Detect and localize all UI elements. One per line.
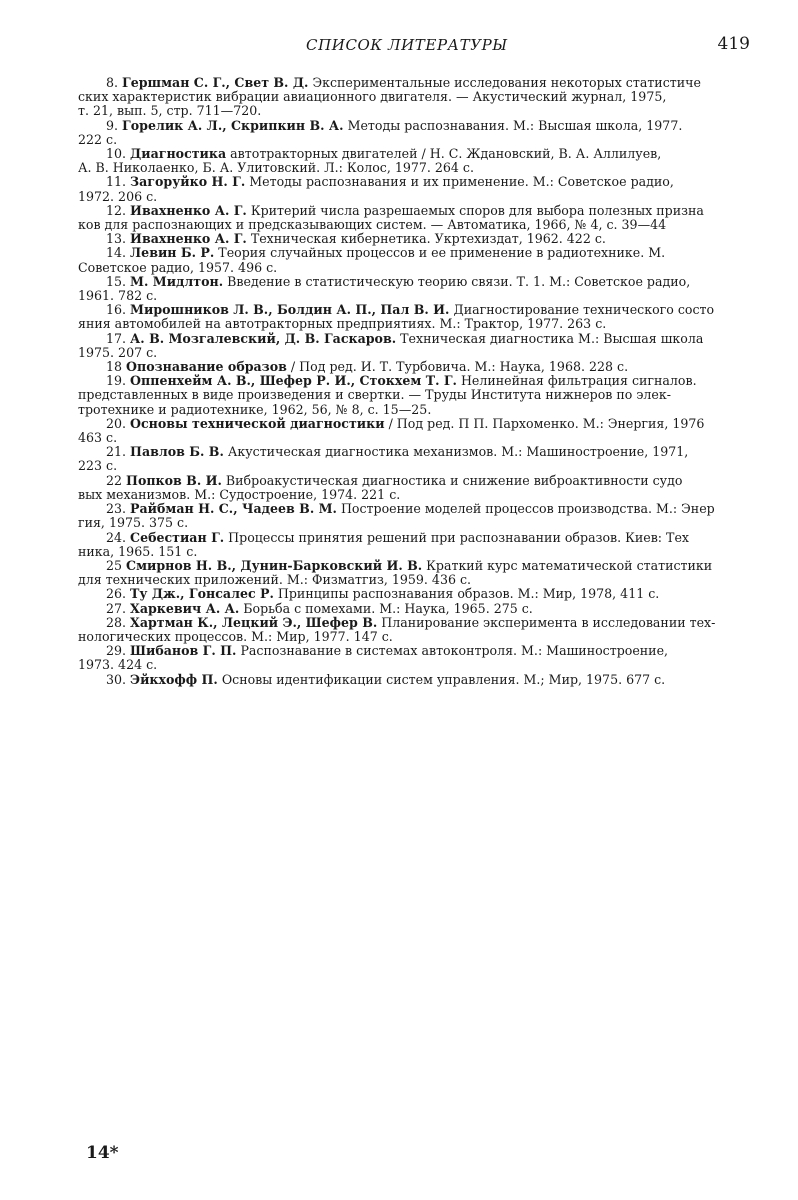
entry-text: Построение моделей процессов производства. М.: Энер гия, 1975. 375 с. — [78, 501, 715, 531]
entry-text: Планирование эксперимента в исследовании тех- нологических процессов. М.: Мир, 1977. 147 с. — [78, 614, 716, 644]
entry-author: Павлов Б. В. — [130, 444, 224, 460]
bibliography-entry — [78, 644, 742, 672]
bibliography-entry — [78, 587, 742, 601]
entry-author: Мирошников Л. В., Болдин А. П., Пал В. И. — [130, 302, 450, 318]
entry-text: Процессы принятия решений при распознавании образов. Киев: Тех ника, 1965. 151 с. — [78, 529, 690, 559]
bibliography-entry — [78, 474, 742, 502]
bibliography-entry — [78, 673, 742, 687]
entry-text: Борьба с помехами. М.: Наука, 1965. 275 с. — [243, 600, 533, 616]
bibliography-entry — [78, 559, 742, 587]
entry-number: 23. — [106, 501, 127, 517]
entry-number: 27. — [106, 600, 127, 616]
entry-number: 13. — [106, 231, 127, 247]
bibliography-entry — [78, 204, 742, 232]
bibliography-entry — [78, 602, 742, 616]
entry-number: 11. — [106, 174, 127, 190]
entry-number: 12. — [106, 202, 127, 218]
entry-author: Гершман С. Г., Свет В. Д. — [122, 75, 309, 90]
entry-author: Райбман Н. С., Чадеев В. М. — [130, 501, 337, 517]
entry-author: М. Мидлтон. — [130, 273, 224, 289]
entry-author: Горелик А. Л., Скрипкин В. А. — [122, 117, 344, 133]
entry-text: Техническая кибернетика. Укртехиздат, 1962. 422 с. — [250, 231, 606, 247]
bibliography-entry — [78, 531, 742, 559]
entry-number: 18 — [106, 359, 123, 375]
entry-author: Попков В. И. — [126, 472, 222, 488]
entry-author: Эйкхофф П. — [130, 671, 218, 687]
entry-text: Основы идентификации систем управления. М.; Мир, 1975. 677 с. — [221, 671, 666, 687]
entry-number: 10. — [106, 146, 127, 162]
bibliography-entry — [78, 246, 742, 274]
entry-number: 26. — [106, 586, 127, 602]
entry-text: / Под ред. И. Т. Турбовича. М.: Наука, 1968. 228 с. — [290, 359, 629, 375]
entry-text: Диагностирование технического состо яния автомобилей на автотракторных предприятиях. М.: Трактор, 1977. 263 с. — [78, 302, 715, 332]
entry-author: Оппенхейм А. В., Шефер Р. И., Стокхем Т. Г. — [130, 373, 457, 389]
entry-text: Критерий числа разрешаемых споров для выбора полезных призна ков для распознающих и предсказывающих систем. — Автоматика, 1966, № 4, с. 39—44 — [78, 202, 704, 233]
entry-text: Введение в статистическую теорию связи. Т. 1. М.: Советское радио, 1961. 782 с. — [78, 273, 691, 304]
bibliography-entry — [78, 417, 742, 445]
entry-author: Ту Дж., Гонсалес Р. — [130, 586, 274, 602]
entry-number: 9. — [106, 117, 119, 133]
entry-author: Ивахненко А. Г. — [130, 202, 247, 218]
entry-author: Загоруйко Н. Г. — [130, 174, 246, 190]
bibliography-entry — [78, 275, 742, 303]
entry-text: Методы распознавания. М.: Высшая школа, 1977. 222 с. — [78, 117, 683, 147]
entry-number: 21. — [106, 444, 127, 460]
entry-text: Экспериментальные исследования некоторых статистиче ских характеристик вибрации авиационного двигателя. — Акустический журнал, 1975, т. 21, вып. 5, стр. 711—720. — [78, 75, 701, 119]
entry-author: А. В. Мозгалевский, Д. В. Гаскаров. — [130, 330, 397, 346]
bibliography-entry — [78, 360, 742, 374]
entry-author: Хартман К., Лецкий Э., Шефер В. — [130, 614, 378, 630]
bibliography-entry — [78, 502, 742, 530]
entry-number: 22 — [106, 472, 123, 488]
page-number: 419 — [717, 34, 750, 54]
bibliography-entry — [78, 445, 742, 473]
entry-author: Смирнов Н. В., Дунин-Барковский И. В. — [126, 557, 423, 573]
entry-author: Диагностика — [130, 146, 227, 162]
bibliography-entry — [78, 616, 742, 644]
entry-number: 24. — [106, 529, 127, 545]
entry-text: Методы распознавания и их применение. М.: Советское радио, 1972. 206 с. — [78, 174, 674, 204]
entry-number: 17. — [106, 330, 127, 346]
entry-number: 30. — [106, 671, 127, 687]
entry-number: 20. — [106, 415, 127, 431]
bibliography-entry — [78, 147, 742, 175]
bibliography-entry — [78, 232, 742, 246]
entry-text: Техническая диагностика М.: Высшая школа 1975. 207 с. — [78, 330, 704, 360]
printer-signature-mark: 14* — [86, 1143, 119, 1163]
entry-text: / Под ред. П П. Пархоменко. М.: Энергия, 1976 463 с. — [78, 415, 705, 446]
entry-text: Краткий курс математической статистики для технических приложений. М.: Физматгиз, 1959. 436 с. — [78, 557, 713, 588]
entry-text: автотракторных двигателей / Н. С. Ждановский, В. А. Аллилуев, А. В. Николаенко, Б. А. Улитовский. Л.: Колос, 1977. 264 с. — [78, 146, 662, 176]
section-title: СПИСОК ЛИТЕРАТУРЫ — [306, 36, 508, 54]
bibliography-entry — [78, 175, 742, 203]
entry-text: Распознавание в системах автоконтроля. М.: Машиностроение, 1973. 424 с. — [78, 643, 669, 673]
entry-author: Опознавание образов — [126, 359, 287, 375]
bibliography-entry — [78, 374, 742, 417]
entry-number: 14. — [106, 245, 127, 261]
entry-author: Себестиан Г. — [130, 529, 225, 545]
entry-text: Виброакустическая диагностика и снижение виброактивности судо вых механизмов. М.: Судостроение, 1974. 221 с. — [78, 472, 683, 502]
bibliography-entry — [78, 303, 742, 331]
entry-author: Левин Б. Р. — [130, 245, 215, 261]
entry-author: Ивахненко А. Г. — [130, 231, 247, 247]
bibliography-list — [78, 76, 742, 687]
entry-number: 16. — [106, 302, 127, 318]
entry-number: 29. — [106, 643, 127, 659]
entry-text: Принципы распознавания образов. М.: Мир, 1978, 411 с. — [277, 586, 660, 602]
entry-author: Шибанов Г. П. — [130, 643, 237, 659]
entry-text: Нелинейная фильтрация сигналов. представленных в виде произведения и свертки. — Труды Института нижнеров по элек- тротехнике и радиотехнике, 1962, 56, № 8, с. 15—25. — [78, 373, 697, 417]
entry-number: 8. — [106, 75, 119, 90]
entry-number: 15. — [106, 273, 127, 289]
entry-number: 25 — [106, 557, 123, 573]
entry-text: Акустическая диагностика механизмов. М.: Машиностроение, 1971, 223 с. — [78, 444, 689, 474]
entry-author: Харкевич А. А. — [130, 600, 240, 616]
running-head — [78, 36, 750, 60]
entry-text: Теория случайных процессов и ее применение в радиотехнике. М. Советское радио, 1957. 496 с. — [78, 245, 666, 275]
bibliography-entry — [78, 76, 742, 119]
bibliography-entry — [78, 332, 742, 360]
entry-number: 28. — [106, 614, 127, 630]
bibliography-entry — [78, 119, 742, 147]
entry-author: Основы технической диагностики — [130, 415, 385, 431]
entry-number: 19. — [106, 373, 127, 389]
